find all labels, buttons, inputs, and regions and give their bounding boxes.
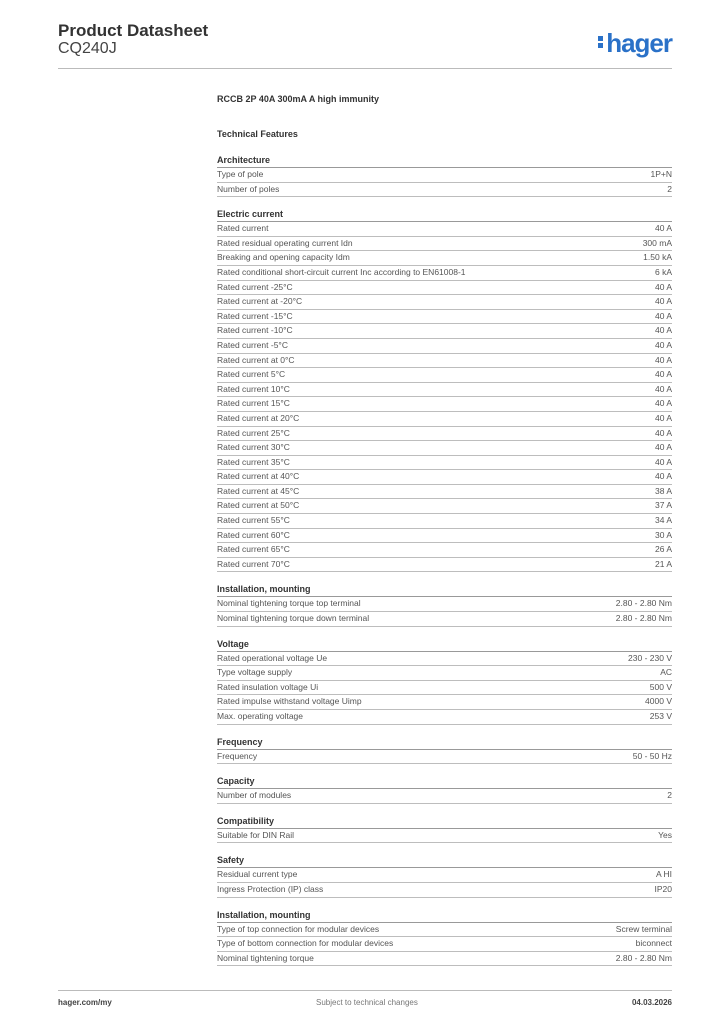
feature-row	[217, 937, 672, 952]
feature-value: 2.80 - 2.80 Nm	[615, 598, 672, 609]
feature-value: 40 A	[654, 471, 672, 482]
feature-label: Nominal tightening torque top terminal	[217, 598, 361, 609]
feature-row	[217, 310, 672, 325]
feature-row	[217, 952, 672, 967]
feature-row	[217, 597, 672, 612]
feature-row	[217, 281, 672, 296]
feature-row	[217, 829, 672, 844]
feature-value: 300 mA	[642, 237, 672, 248]
feature-label: Rated current at -20°C	[217, 296, 303, 307]
feature-label: Type of pole	[217, 169, 264, 179]
footer-divider	[58, 990, 672, 991]
feature-section	[217, 208, 672, 572]
feature-section	[217, 854, 672, 897]
product-code: CQ240J	[58, 40, 117, 57]
feature-value: 30 A	[654, 529, 672, 540]
hager-logo	[598, 28, 672, 59]
feature-value: 40 A	[654, 310, 672, 321]
feature-label: Rated current 55°C	[217, 515, 290, 526]
feature-row	[217, 456, 672, 471]
feature-value: 2.80 - 2.80 Nm	[615, 952, 672, 963]
feature-label: Rated current	[217, 223, 269, 234]
feature-row	[217, 558, 672, 573]
feature-value: 40 A	[654, 369, 672, 380]
feature-row	[217, 612, 672, 627]
feature-label: Rated operational voltage Ue	[217, 652, 328, 663]
feature-value: AC	[660, 667, 672, 678]
feature-label: Rated insulation voltage Ui	[217, 681, 319, 692]
logo-dots-icon	[598, 34, 604, 50]
feature-row	[217, 543, 672, 558]
footer-date: 04.03.2026	[631, 998, 672, 1007]
feature-section	[217, 154, 672, 197]
feature-value: 40 A	[654, 456, 672, 467]
feature-row	[217, 339, 672, 354]
feature-value: 1P+N	[650, 169, 672, 179]
feature-row	[217, 383, 672, 398]
feature-value: 40 A	[654, 281, 672, 292]
feature-label: Ingress Protection (IP) class	[217, 883, 324, 894]
technical-features-heading: Technical Features	[217, 129, 298, 139]
feature-row	[217, 666, 672, 681]
section-title: Architecture	[217, 154, 672, 168]
feature-row	[217, 427, 672, 442]
feature-value: 40 A	[654, 383, 672, 394]
feature-label: Rated current 30°C	[217, 442, 290, 453]
section-title: Frequency	[217, 736, 672, 750]
feature-label: Rated current at 50°C	[217, 500, 300, 511]
feature-label: Rated residual operating current Idn	[217, 237, 353, 248]
feature-row	[217, 923, 672, 938]
feature-value: 40 A	[654, 296, 672, 307]
datasheet-content	[217, 94, 672, 966]
feature-value: 40 A	[654, 442, 672, 453]
feature-label: Rated current 5°C	[217, 369, 286, 380]
feature-row	[217, 681, 672, 696]
feature-row	[217, 485, 672, 500]
feature-row	[217, 397, 672, 412]
feature-value: 253 V	[649, 711, 672, 721]
logo-text: hager	[606, 28, 672, 58]
feature-row	[217, 412, 672, 427]
feature-section	[217, 909, 672, 967]
feature-label: Rated impulse withstand voltage Uimp	[217, 696, 362, 707]
feature-row	[217, 237, 672, 252]
feature-value: Screw terminal	[615, 923, 672, 934]
feature-row	[217, 183, 672, 198]
feature-value: 230 - 230 V	[628, 652, 672, 663]
feature-value: 2.80 - 2.80 Nm	[615, 613, 672, 624]
feature-row	[217, 251, 672, 266]
feature-value: 40 A	[654, 223, 672, 234]
feature-value: 40 A	[654, 427, 672, 438]
section-title: Compatibility	[217, 815, 672, 829]
feature-row	[217, 354, 672, 369]
feature-label: Type voltage supply	[217, 667, 293, 678]
feature-row	[217, 514, 672, 529]
footer-notice: Subject to technical changes	[316, 998, 418, 1007]
footer-website: hager.com/my	[58, 998, 112, 1007]
feature-row	[217, 266, 672, 281]
feature-row	[217, 883, 672, 898]
feature-value: 34 A	[654, 515, 672, 526]
feature-value: 2	[667, 183, 672, 194]
feature-value: 40 A	[654, 398, 672, 409]
feature-row	[217, 499, 672, 514]
feature-value: 21 A	[654, 558, 672, 569]
section-title: Installation, mounting	[217, 583, 672, 597]
feature-row	[217, 710, 672, 725]
feature-section	[217, 815, 672, 844]
feature-row	[217, 295, 672, 310]
feature-row	[217, 368, 672, 383]
feature-row	[217, 222, 672, 237]
feature-label: Frequency	[217, 750, 258, 761]
feature-label: Rated current 60°C	[217, 529, 290, 540]
feature-value: A HI	[655, 869, 672, 880]
section-title: Voltage	[217, 638, 672, 652]
feature-label: Type of bottom connection for modular devices	[217, 938, 394, 949]
section-title: Capacity	[217, 775, 672, 789]
feature-label: Rated current 35°C	[217, 456, 290, 467]
feature-label: Max. operating voltage	[217, 711, 303, 721]
feature-label: Rated current 10°C	[217, 383, 290, 394]
feature-label: Rated current 25°C	[217, 427, 290, 438]
feature-section	[217, 583, 672, 626]
feature-label: Rated current 65°C	[217, 544, 290, 555]
feature-label: Number of modules	[217, 790, 292, 801]
feature-value: 38 A	[654, 485, 672, 496]
feature-value: 500 V	[649, 681, 672, 692]
feature-label: Rated current at 20°C	[217, 412, 300, 423]
feature-value: 40 A	[654, 354, 672, 365]
feature-label: Rated current 15°C	[217, 398, 290, 409]
feature-label: Rated current at 40°C	[217, 471, 300, 482]
feature-label: Number of poles	[217, 183, 280, 194]
feature-section	[217, 775, 672, 804]
feature-label: Breaking and opening capacity Idm	[217, 252, 350, 263]
section-title: Electric current	[217, 208, 672, 222]
feature-section	[217, 736, 672, 765]
feature-value: Yes	[658, 829, 672, 840]
feature-value: 2	[667, 790, 672, 801]
feature-label: Rated current -10°C	[217, 325, 293, 336]
feature-value: 37 A	[654, 500, 672, 511]
feature-value: 40 A	[654, 412, 672, 423]
feature-value: IP20	[654, 883, 672, 894]
section-title: Installation, mounting	[217, 909, 672, 923]
feature-value: 40 A	[654, 339, 672, 350]
feature-label: Type of top connection for modular devices	[217, 923, 380, 934]
feature-row	[217, 695, 672, 710]
feature-value: 4000 V	[645, 696, 672, 707]
feature-sections	[217, 154, 672, 966]
page-header	[58, 22, 672, 58]
feature-value: 50 - 50 Hz	[632, 750, 672, 761]
feature-label: Rated current -25°C	[217, 281, 293, 292]
product-name: RCCB 2P 40A 300mA A high immunity	[217, 94, 380, 104]
feature-value: 26 A	[654, 544, 672, 555]
feature-label: Nominal tightening torque down terminal	[217, 613, 370, 624]
feature-label: Residual current type	[217, 869, 298, 880]
feature-row	[217, 441, 672, 456]
feature-label: Suitable for DIN Rail	[217, 829, 295, 840]
feature-value: 1.50 kA	[643, 252, 672, 263]
page-title: Product Datasheet	[58, 21, 209, 40]
feature-row	[217, 750, 672, 765]
feature-row	[217, 168, 672, 183]
feature-label: Rated conditional short-circuit current Inc according to EN61008-1	[217, 266, 466, 277]
feature-label: Rated current 70°C	[217, 558, 290, 569]
feature-label: Rated current -5°C	[217, 339, 288, 350]
header-divider	[58, 68, 672, 69]
feature-row	[217, 868, 672, 883]
feature-label: Rated current -15°C	[217, 310, 293, 321]
feature-value: biconnect	[635, 938, 672, 949]
feature-row	[217, 324, 672, 339]
feature-row	[217, 529, 672, 544]
feature-label: Nominal tightening torque	[217, 952, 314, 963]
feature-section	[217, 638, 672, 725]
feature-value: 6 kA	[654, 266, 672, 277]
feature-row	[217, 652, 672, 667]
feature-value: 40 A	[654, 325, 672, 336]
section-title: Safety	[217, 854, 672, 868]
feature-label: Rated current at 0°C	[217, 354, 295, 365]
feature-row	[217, 470, 672, 485]
feature-label: Rated current at 45°C	[217, 485, 300, 496]
feature-row	[217, 789, 672, 804]
